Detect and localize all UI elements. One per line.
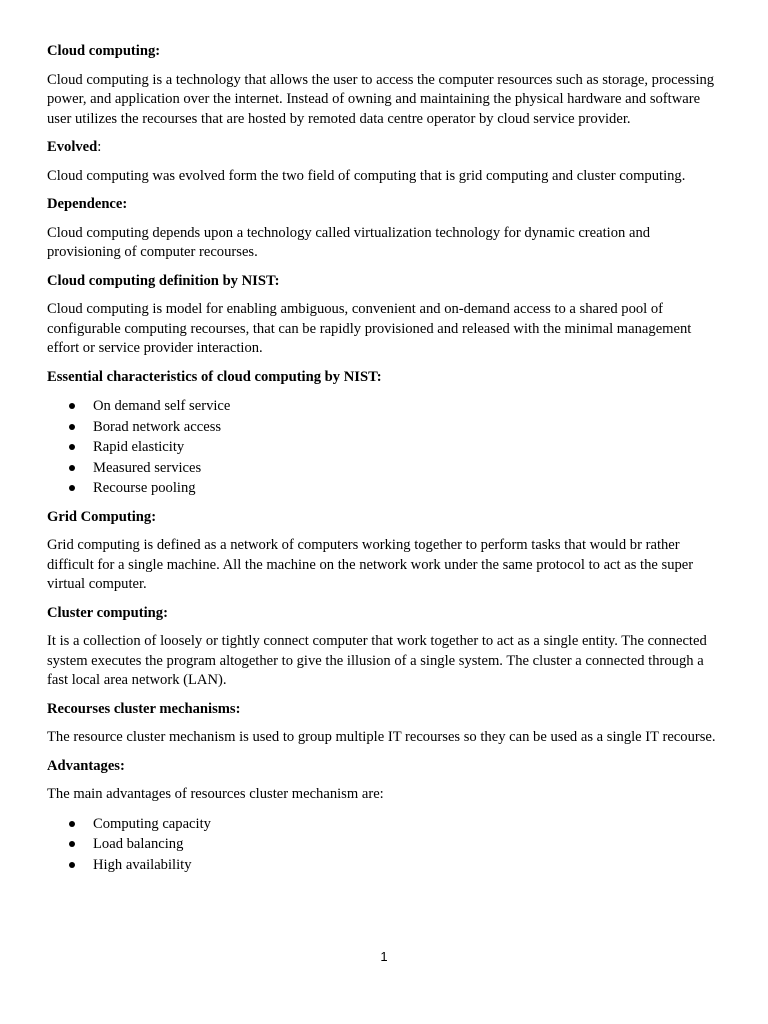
paragraph-cluster-mechanisms: The resource cluster mechanism is used to group multiple IT recourses so they can be used as a single IT recourse. bbox=[47, 729, 716, 745]
page-number: 1 bbox=[380, 949, 388, 964]
list-advantages bbox=[47, 814, 717, 876]
bullet-icon bbox=[69, 424, 75, 430]
heading-nist-definition: Cloud computing definition by NIST: bbox=[47, 272, 280, 289]
bullet-icon bbox=[69, 841, 75, 847]
list-item bbox=[47, 478, 717, 499]
bullet-icon bbox=[69, 444, 75, 450]
bullet-icon bbox=[69, 821, 75, 827]
heading-nist-characteristics: Essential characteristics of cloud computing by NIST: bbox=[47, 368, 382, 385]
list-item bbox=[47, 396, 717, 417]
list-item bbox=[47, 855, 717, 876]
heading-cloud-computing: Cloud computing: bbox=[47, 43, 161, 59]
paragraph-dependence: Cloud computing depends upon a technology called virtualization technology for dynamic creation and provisioning of computer recourses. bbox=[47, 224, 651, 260]
list-item-text: Computing capacity bbox=[93, 815, 211, 832]
list-nist-characteristics bbox=[47, 396, 717, 499]
heading-cluster-mechanisms: Recourses cluster mechanisms: bbox=[47, 700, 241, 717]
heading-cluster-computing: Cluster computing: bbox=[47, 604, 168, 621]
bullet-icon bbox=[69, 403, 75, 409]
heading-evolved-colon: : bbox=[97, 139, 102, 155]
heading-dependence: Dependence: bbox=[47, 196, 128, 212]
paragraph-nist-definition: Cloud computing is model for enabling ambiguous, convenient and on-demand access to a shared pool of configurable computing recourses, that can be rapidly provisioned and released with the minimal management effort or service provider interaction. bbox=[47, 301, 692, 356]
paragraph-grid-computing: Grid computing is defined as a network of computers working together to perform tasks that would br rather difficult for a single machine. All the machine on the network work under the same protocol to act as the super virtual computer. bbox=[47, 537, 694, 592]
list-item bbox=[47, 417, 717, 438]
list-item-text: Measured services bbox=[93, 459, 202, 476]
list-item bbox=[47, 458, 717, 479]
list-item-text: Rapid elasticity bbox=[93, 439, 185, 455]
heading-evolved bbox=[47, 138, 717, 158]
bullet-icon bbox=[69, 862, 75, 868]
list-item-text: On demand self service bbox=[93, 398, 231, 414]
list-item-text: High availability bbox=[93, 856, 192, 873]
list-item-text: Load balancing bbox=[93, 836, 184, 852]
list-item-text: Recourse pooling bbox=[93, 480, 196, 496]
paragraph-advantages: The main advantages of resources cluster mechanism are: bbox=[47, 786, 384, 802]
heading-evolved-label: Evolved bbox=[47, 139, 98, 155]
list-item bbox=[47, 437, 717, 458]
bullet-icon bbox=[69, 485, 75, 491]
heading-grid-computing: Grid Computing: bbox=[47, 508, 157, 525]
list-item-text: Borad network access bbox=[93, 418, 222, 435]
list-item bbox=[47, 814, 717, 835]
paragraph-cloud-computing: Cloud computing is a technology that allows the user to access the computer resources such as storage, processing power, and application over the internet. Instead of owning and maintaining the physical hardware and software user utilizes the recourses that are hosted by remoted data centre operator by cloud service provider. bbox=[47, 71, 715, 127]
paragraph-cluster-computing: It is a collection of loosely or tightly connect computer that work together to act as a single entity. The connected system executes the program altogether to give the illusion of a single system. The cluster a connected through a fast local area network (LAN). bbox=[47, 633, 707, 688]
paragraph-evolved: Cloud computing was evolved form the two field of computing that is grid computing and cluster computing. bbox=[47, 167, 686, 184]
document-body bbox=[47, 42, 717, 884]
list-item bbox=[47, 834, 717, 855]
heading-advantages: Advantages: bbox=[47, 757, 125, 774]
bullet-icon bbox=[69, 465, 75, 471]
